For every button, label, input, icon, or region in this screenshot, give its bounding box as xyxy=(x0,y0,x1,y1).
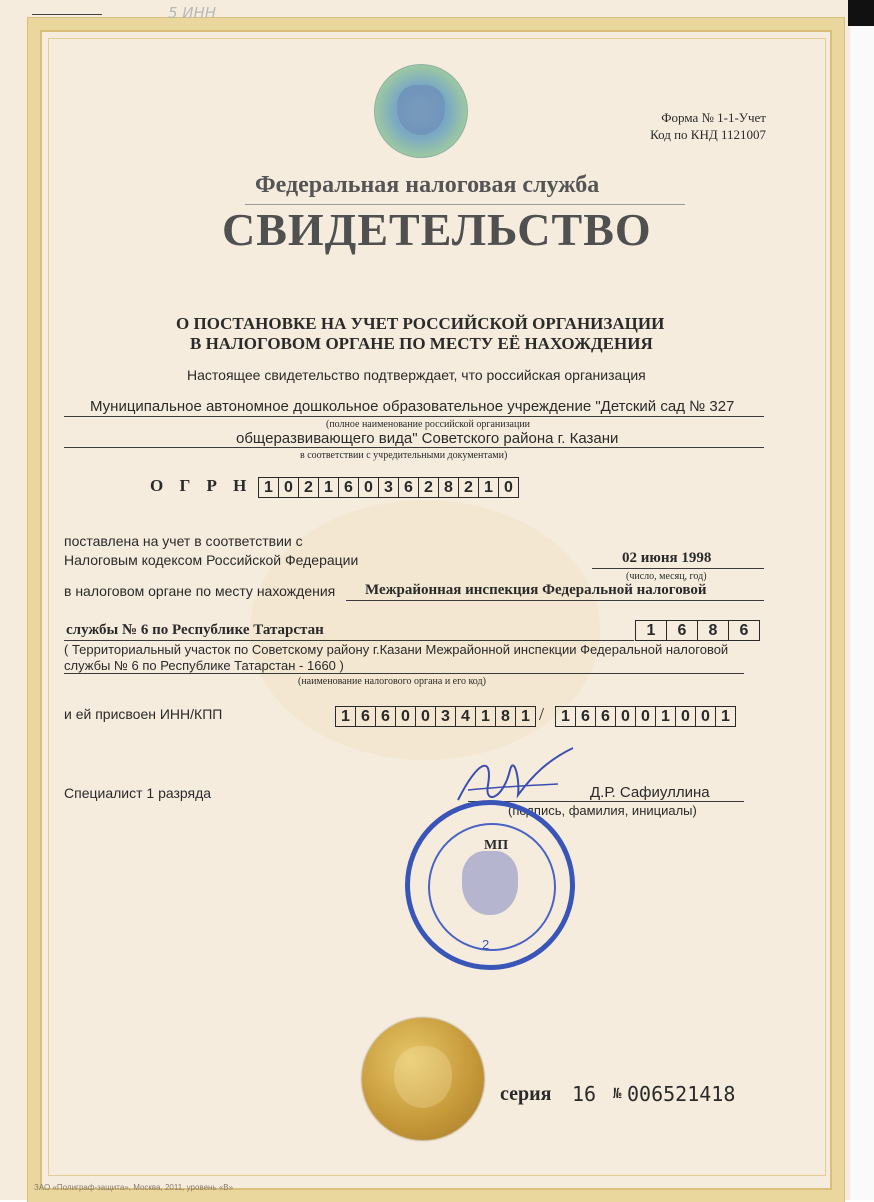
inn-kpp-label: и ей присвоен ИНН/КПП xyxy=(64,706,223,722)
authority-label: в налоговом органе по месту нахождения xyxy=(64,583,336,599)
inn-digit: 8 xyxy=(495,706,516,727)
authority-code-digit: 1 xyxy=(635,620,667,641)
date-caption: (число, месяц, год) xyxy=(626,571,707,582)
hologram-emblem xyxy=(374,64,468,158)
kpp-digit: 1 xyxy=(655,706,676,727)
inn-digit: 1 xyxy=(475,706,496,727)
kpp-digit: 6 xyxy=(575,706,596,727)
official-stamp xyxy=(405,800,575,970)
org-line-1 xyxy=(64,416,764,417)
stamp-number: 2 xyxy=(482,937,490,952)
page-title: СВИДЕТЕЛЬСТВО xyxy=(222,204,652,255)
authority-line-3 xyxy=(64,673,744,674)
scan-top-line xyxy=(32,14,102,15)
ogrn-digit: 0 xyxy=(498,477,519,498)
authority-caption: (наименование налогового органа и его код) xyxy=(298,676,486,687)
agency-name: Федеральная налоговая служба xyxy=(255,172,600,198)
series-number: 16 xyxy=(572,1082,597,1106)
signer-name: Д.Р. Сафиуллина xyxy=(590,784,710,801)
ogrn-digit: 0 xyxy=(358,477,379,498)
organization-name-line-1: Муниципальное автономное дошкольное образовательное учреждение "Детский сад № 327 xyxy=(90,398,735,415)
scan-corner xyxy=(848,0,874,26)
ogrn-label: О Г Р Н xyxy=(150,476,253,495)
scan-edge xyxy=(850,0,874,1200)
kpp-boxes xyxy=(556,706,736,727)
organization-caption-1: (полное наименование российской организации xyxy=(326,419,531,430)
kpp-digit: 6 xyxy=(595,706,616,727)
serial-number: 006521418 xyxy=(627,1082,736,1106)
kpp-digit: 0 xyxy=(615,706,636,727)
organization-caption-2: в соответствии с учредительными документами) xyxy=(300,450,508,461)
ogrn-digit: 1 xyxy=(478,477,499,498)
intro-text: Настоящее свидетельство подтверждает, что российская организация xyxy=(187,367,646,383)
gold-seal xyxy=(362,1018,484,1140)
authority-code-digit: 8 xyxy=(697,620,729,641)
kpp-digit: 0 xyxy=(695,706,716,727)
ogrn-digit: 2 xyxy=(298,477,319,498)
subtitle-line-2: В НАЛОГОВОМ ОРГАНЕ ПО МЕСТУ ЕЁ НАХОЖДЕНИЯ xyxy=(190,334,653,353)
ogrn-digit: 2 xyxy=(418,477,439,498)
authority-name-part-1: Межрайонная инспекция Федеральной налоговой xyxy=(365,582,707,598)
inn-digit: 3 xyxy=(435,706,456,727)
printer-note: ЗАО «Полиграф-защита», Москва, 2011, уровень «В» xyxy=(34,1183,234,1192)
registration-date: 02 июня 1998 xyxy=(622,550,712,566)
signature-caption: (подпись, фамилия, инициалы) xyxy=(508,803,697,818)
authority-code-digit: 6 xyxy=(666,620,698,641)
authority-code-boxes xyxy=(636,620,760,641)
inn-kpp-separator: / xyxy=(539,704,545,724)
authority-line-2 xyxy=(64,640,634,641)
ogrn-digit: 8 xyxy=(438,477,459,498)
ogrn-digit: 3 xyxy=(378,477,399,498)
territorial-line-1: ( Территориальный участок по Советскому району г.Казани Межрайонной инспекции Федеральной налоговой xyxy=(64,642,729,657)
inn-digit: 6 xyxy=(375,706,396,727)
ogrn-digit: 6 xyxy=(338,477,359,498)
date-line xyxy=(592,568,764,569)
inn-digit: 1 xyxy=(515,706,536,727)
series-label: серия xyxy=(500,1083,552,1105)
authority-name-part-2: службы № 6 по Республике Татарстан xyxy=(66,622,324,638)
org-line-2 xyxy=(64,447,764,448)
inn-digit: 1 xyxy=(335,706,356,727)
ogrn-digit: 2 xyxy=(458,477,479,498)
knd-code: Код по КНД 1121007 xyxy=(650,127,766,142)
kpp-digit: 0 xyxy=(635,706,656,727)
organization-name-line-2: общеразвивающего вида" Советского района г. Казани xyxy=(236,430,619,447)
inn-boxes xyxy=(336,706,536,727)
authority-line-1 xyxy=(346,600,764,601)
inn-digit: 6 xyxy=(355,706,376,727)
ogrn-boxes xyxy=(259,477,519,498)
stamp-place-label: МП xyxy=(484,838,509,853)
authority-code-digit: 6 xyxy=(728,620,760,641)
kpp-digit: 1 xyxy=(555,706,576,727)
handwritten-note: 5 ИНН xyxy=(168,4,217,22)
kpp-digit: 1 xyxy=(715,706,736,727)
signer-position: Специалист 1 разряда xyxy=(64,785,212,801)
form-number: Форма № 1-1-Учет xyxy=(661,110,766,125)
subtitle-line-1: О ПОСТАНОВКЕ НА УЧЕТ РОССИЙСКОЙ ОРГАНИЗАЦИИ xyxy=(176,314,665,333)
territorial-line-2: службы № 6 по Республике Татарстан - 1660 ) xyxy=(64,658,344,673)
inn-digit: 0 xyxy=(395,706,416,727)
registration-line-2: Налоговым кодексом Российской Федерации xyxy=(64,552,359,568)
registration-line-1: поставлена на учет в соответствии с xyxy=(64,533,303,549)
inn-digit: 0 xyxy=(415,706,436,727)
ogrn-digit: 6 xyxy=(398,477,419,498)
kpp-digit: 0 xyxy=(675,706,696,727)
ogrn-digit: 1 xyxy=(318,477,339,498)
inn-digit: 4 xyxy=(455,706,476,727)
number-sign: № xyxy=(613,1086,622,1102)
ogrn-digit: 1 xyxy=(258,477,279,498)
ogrn-digit: 0 xyxy=(278,477,299,498)
